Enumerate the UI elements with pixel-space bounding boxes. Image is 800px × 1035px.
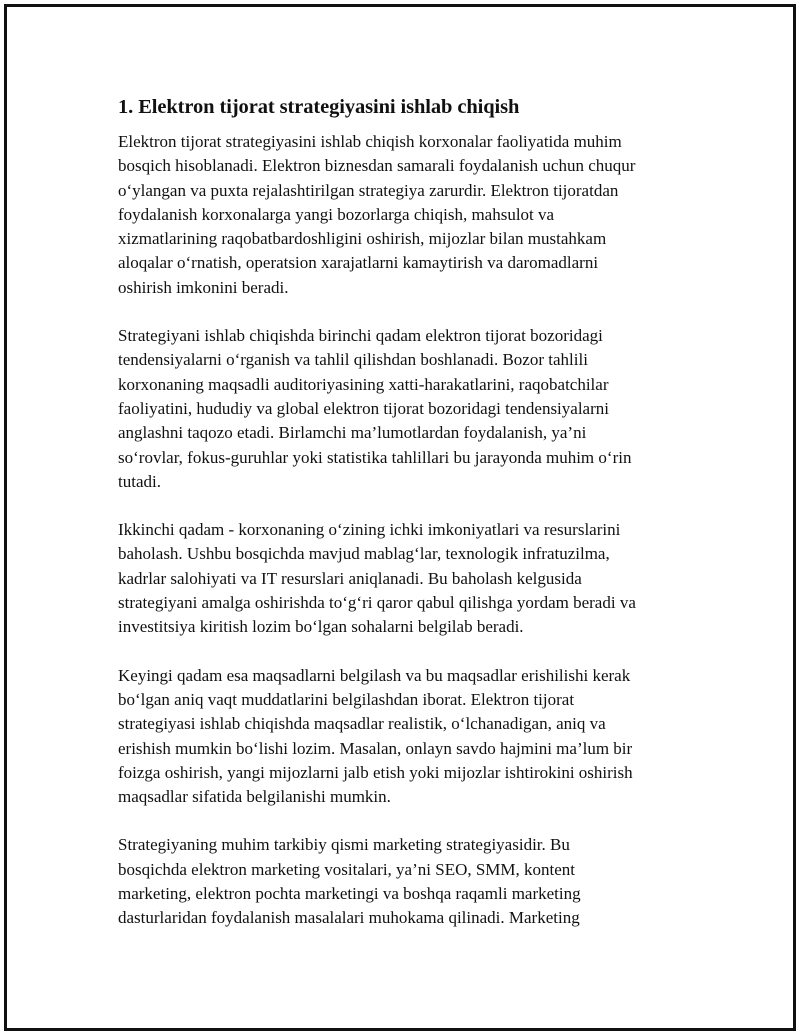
paragraph-4: Keyingi qadam esa maqsadlarni belgilash va bu maqsadlar erishilishi kerak bo‘lgan aniq vaqt muddatlarini belgilashdan iborat. Elektron tijorat strategiyasi ishlab chiqishda maqsadlar realistik, o‘lchanadigan, aniq va erishish mumkin bo‘lishi lozim. Masalan, onlayn savdo hajmini ma’lum bir foizga oshirish, yangi mijozlarni jalb etish yoki mijozlar ishtirokini oshirish maqsadlar sifatida belgilanishi mumkin. xyxy=(118,665,633,807)
paragraph-5: Strategiyaning muhim tarkibiy qismi marketing strategiyasidir. Bu bosqichda elektron marketing vositalari, ya’ni SEO, SMM, kontent marketing, elektron pochta marketingi va boshqa raqamli marketing dasturlaridan foydalanish masalalari muhokama qilinadi. Marketing xyxy=(118,835,581,928)
paragraph-2: Strategiyani ishlab chiqishda birinchi qadam elektron tijorat bozoridagi tendensiyalarni o‘rganish va tahlil qilishdan boshlanadi. Bozor tahlili korxonaning maqsadli auditoriyasining xatti-harakatlarini, raqobatchilar faoliyatini, hududiy va global elektron tijorat bozoridagi tendensiyalarni anglashni taqozo etadi. Birlamchi ma’lumotlardan foydalanish, ya’ni so‘rovlar, fokus-guruhlar yoki statistika tahlillari bu jarayonda muhim o‘rin tutadi. xyxy=(118,326,632,491)
section-heading: 1. Elektron tijorat strategiyasini ishlab chiqish xyxy=(118,96,520,118)
document-body xyxy=(118,93,698,955)
paragraph-3: Ikkinchi qadam - korxonaning o‘zining ichki imkoniyatlari va resurslarini baholash. Ushbu bosqichda mavjud mablag‘lar, texnologik infratuzilma, kadrlar salohiyati va IT resurslari aniqlanadi. Bu baholash kelgusida strategiyani amalga oshirishda to‘g‘ri qaror qabul qilishga yordam beradi va investitsiya kiritish lozim bo‘lgan sohalarni belgilab beradi. xyxy=(118,520,636,637)
paragraph-1: Elektron tijorat strategiyasini ishlab chiqish korxonalar faoliyatida muhim bosqich hisoblanadi. Elektron biznesdan samarali foydalanish uchun chuqur o‘ylangan va puxta rejalashtirilgan strategiya zarurdir. Elektron tijoratdan foydalanish korxonalarga yangi bozorlarga chiqish, mahsulot va xizmatlarining raqobatbardoshligini oshirish, mijozlar bilan mustahkam aloqalar o‘rnatish, operatsion xarajatlarni kamaytirish va daromadlarni oshirish imkonini beradi. xyxy=(118,132,636,297)
